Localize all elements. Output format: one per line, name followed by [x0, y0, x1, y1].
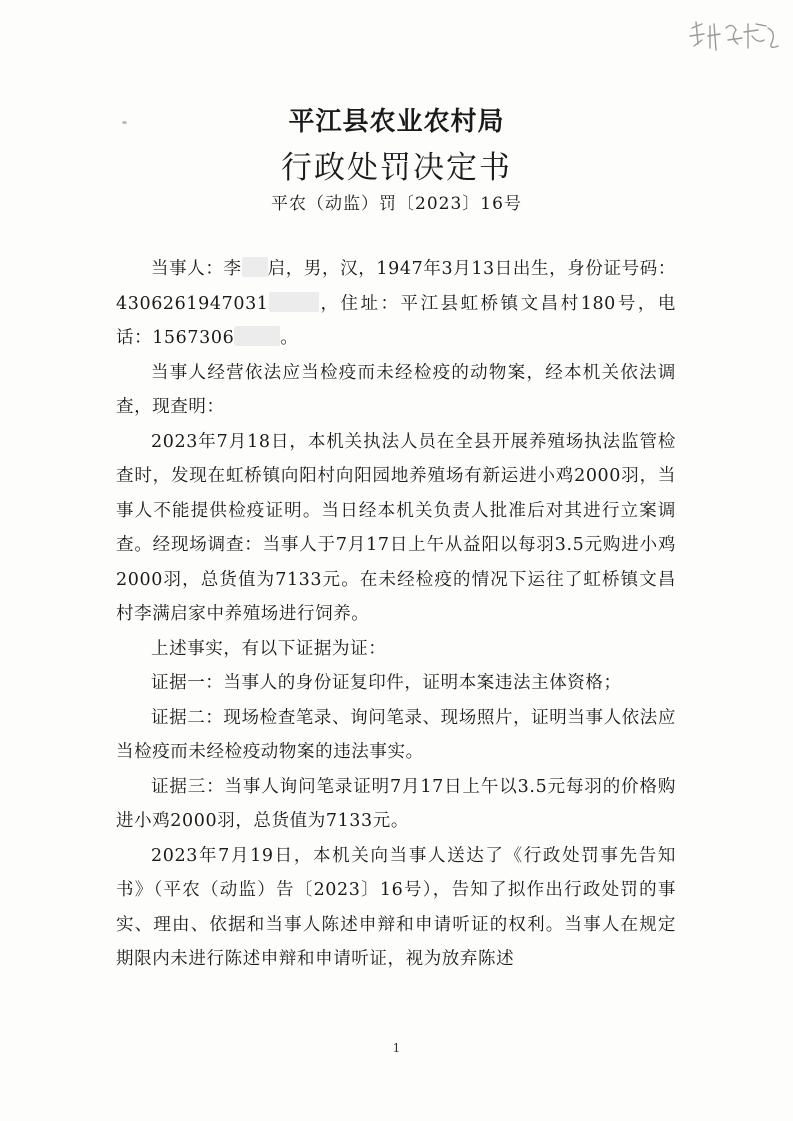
evidence-2-paragraph: 证据二：现场检查笔录、询问笔录、现场照片，证明当事人依法应当检疫而未经检疫动物案的违法事实。	[116, 707, 676, 762]
case-intro-paragraph: 当事人经营依法应当检疫而未经检疫的动物案，经本机关依法调查，现查明：	[116, 362, 676, 417]
redaction-phone	[234, 326, 280, 346]
redaction-name	[242, 257, 268, 277]
facts-paragraph: 2023年7月18日，本机关执法人员在全县开展养殖场执法监管检查时，发现在虹桥镇向阳村向阳园地养殖场有新运进小鸡2000羽，当事人不能提供检疫证明。当日经本机关负责人批准后对其进行立案调查。经现场调查：当事人于7月17日上午从益阳以每羽3.5元购进小鸡2000羽，总货值为7133元。在未经检疫的情况下运往了虹桥镇文昌村李满启家中养殖场进行饲养。	[116, 431, 676, 624]
issuing-organization: 平江县农业农村局	[288, 107, 505, 137]
evidence-3-paragraph: 证据三：当事人询问笔录证明7月17日上午以3.5元每羽的价格购进小鸡2000羽，总货值为7133元。	[116, 776, 676, 831]
party-id-number: 4306261947031	[116, 293, 269, 314]
party-details: ，男，汉，1947年3月13日出生，身份证号码：	[285, 259, 676, 279]
document-number: 平农（动监）罚〔2023〕16号	[271, 194, 522, 214]
party-label: 当事人：	[151, 259, 224, 279]
handwritten-signature	[686, 14, 782, 58]
party-name-last: 启	[267, 259, 286, 279]
party-paragraph	[116, 252, 676, 356]
evidence-intro-paragraph: 上述事实，有以下证据为证：	[151, 638, 387, 659]
page-number: 1	[392, 1041, 401, 1055]
notice-paragraph: 2023年7月19日，本机关向当事人送达了《行政处罚事先告知书》（平农（动监）告〔2023〕16号），告知了拟作出行政处罚的事实、理由、依据和当事人陈述申辩和申请听证的权利。当事人在规定期限内未进行陈述申辩和申请听证，视为放弃陈述	[116, 845, 676, 969]
party-address: 平江县虹桥镇文昌村180号，	[400, 293, 658, 314]
document-title: 行政处罚决定书	[281, 150, 512, 186]
party-address-label: ，住址：	[318, 293, 401, 314]
party-end: 。	[280, 328, 299, 348]
redaction-id	[269, 292, 319, 312]
party-phone: 1567306	[152, 328, 235, 348]
evidence-1-paragraph: 证据一：当事人的身份证复印件，证明本案违法主体资格；	[151, 673, 622, 693]
document-body	[116, 252, 676, 977]
party-name-first: 李	[223, 259, 242, 279]
party-phone-label: 电话：	[116, 293, 676, 348]
